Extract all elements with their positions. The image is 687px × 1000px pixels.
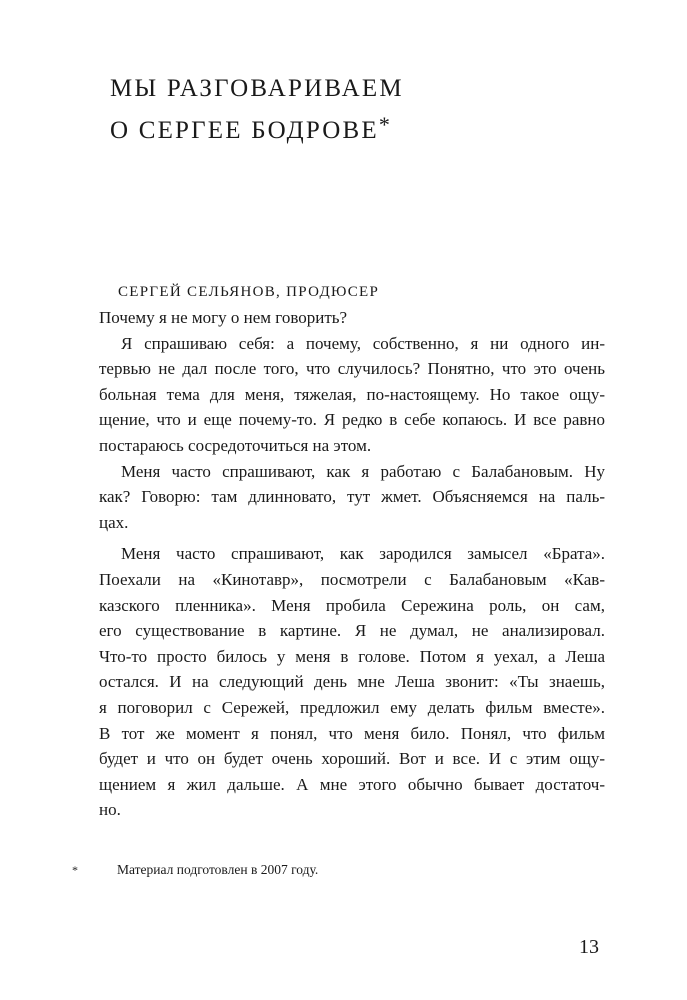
paragraph-line: но. [99,800,121,820]
paragraph-line: остался. И на следующий день мне Леша звонит: «Ты знаешь, [99,672,605,692]
paragraph-line: казского пленника». Меня пробила Сережина роль, он сам, [99,595,605,615]
paragraph-line: Поехали на «Кинотавр», посмотрели с Балабановым «Кав- [99,569,605,589]
paragraph-line: щением я жил дальше. А мне этого обычно бывает достаточ- [99,774,605,794]
footnote [72,862,318,878]
paragraph-line: я поговорил с Сережей, предложил ему делать фильм вместе». [99,697,605,717]
paragraph-line: щение, что и еще почему-то. Я редко в себе копаюсь. И все равно [99,410,605,430]
paragraph-line: Я спрашиваю себя: а почему, собственно, я ни одного ин- [121,333,605,353]
chapter-title-line-2 [110,110,630,152]
paragraph-line: цах. [99,512,129,532]
paragraph-line: больная тема для меня, тяжелая, по-настоящему. Но такое ощу- [99,384,605,404]
paragraph-line: постараюсь сосредоточиться на этом. [99,435,372,455]
paragraph-line: Меня часто спрашивают, как зародился замысел «Брата». [121,544,605,564]
chapter-title [110,68,630,152]
footnote-mark: * [72,863,78,877]
paragraph-line: как? Говорю: там длинновато, тут жмет. Объясняемся на паль- [99,487,605,507]
chapter-title-line-2-text: О СЕРГЕЕ БОДРОВЕ [110,117,379,144]
speaker-byline: СЕРГЕЙ СЕЛЬЯНОВ, ПРОДЮСЕР [118,284,380,300]
paragraph-line: Что-то просто билось у меня в голове. Потом я уехал, а Леша [99,646,605,666]
page-number: 13 [579,936,599,958]
paragraph-line: будет и что он будет очень хороший. Вот и все. И с этим ощу- [99,749,605,769]
footnote-text: Материал подготовлен в 2007 году. [117,862,319,877]
paragraph-line: В тот же момент я понял, что меня било. Понял, что фильм [99,723,605,743]
paragraph-line: тервью не дал после того, что случилось? Понятно, что это очень [99,359,605,379]
paragraph-line: Меня часто спрашивают, как я работаю с Балабановым. Ну [121,461,605,481]
title-footnote-mark: * [378,112,390,137]
chapter-title-line-1: МЫ РАЗГОВАРИВАЕМ [110,75,404,102]
paragraph-line: его существование в картине. Я не думал, не анализировал. [99,621,605,641]
paragraph-line: Почему я не могу о нем говорить? [99,308,348,327]
body-text [99,305,605,823]
